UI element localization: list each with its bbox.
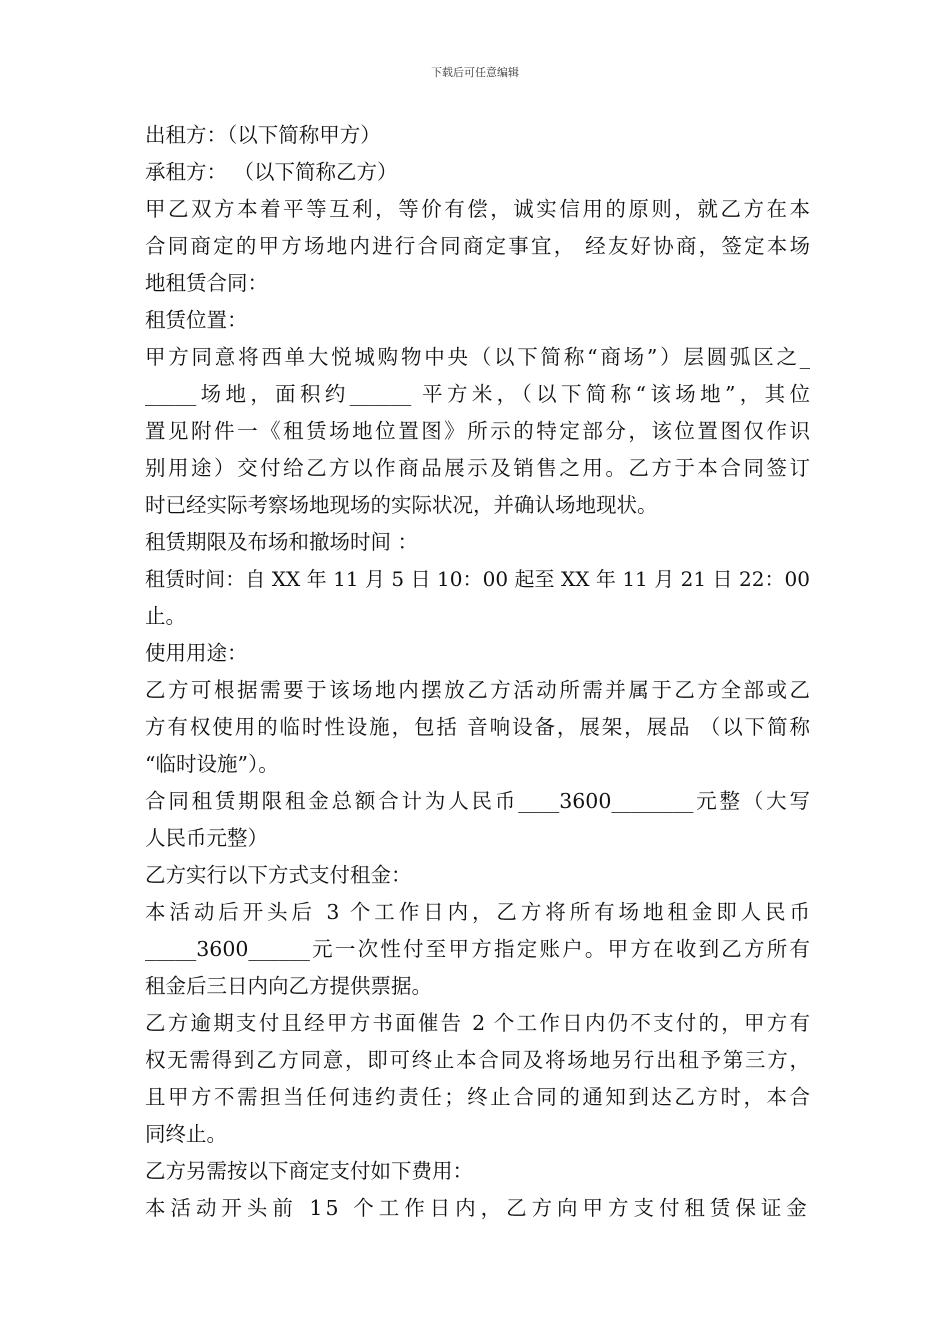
text-line: 乙方可根据需要于该场地内摆放乙方活动所需并属于乙方全部或乙 (145, 678, 810, 702)
text-line: 合同商定的甲方场地内进行合同商定事宜， 经友好协商，签定本场 (145, 234, 810, 258)
text-line: 租赁时间：自 XX 年 11 月 5 日 10：00 起至 XX 年 11 月 21 日 22：00 (145, 567, 810, 591)
text-line: 且甲方不需担当任何违约责任；终止合同的通知到达乙方时，本合 (145, 1085, 810, 1109)
text-line: _____3600______元一次性付至甲方指定账户。甲方在收到乙方所有 (145, 937, 810, 961)
text-line: 出租方：（以下简称甲方） (145, 123, 381, 147)
text-line: 止。 (145, 604, 186, 628)
section-heading-location: 租赁位置： (145, 308, 248, 332)
text-line: “临时设施”）。 (145, 752, 279, 776)
text-line: 租金后三日内向乙方提供票据。 (145, 974, 432, 998)
text-line: 人民币元整） (145, 826, 268, 850)
page-header-note: 下载后可任意编辑 (431, 66, 519, 79)
section-heading-fees: 乙方另需按以下商定支付如下费用： (145, 1159, 473, 1183)
text-line: 甲方同意将西单大悦城购物中央（以下简称“商场”）层圆弧区之_ (145, 345, 810, 369)
text-line: 本活动开头前 15 个工作日内，乙方向甲方支付租赁保证金 (145, 1196, 810, 1220)
text-line: 地租赁合同： (145, 271, 268, 295)
text-line: 时已经实际考察场地现场的实际状况，并确认场地现状。 (145, 493, 658, 517)
text-line: 本活动后开头后 3 个工作日内，乙方将所有场地租金即人民币 (145, 900, 810, 924)
text-line: 甲乙双方本着平等互利，等价有偿，诚实信用的原则，就乙方在本 (145, 197, 810, 221)
text-line: 方有权使用的临时性设施，包括 音响设备，展架，展品 （以下简称 (145, 715, 810, 739)
text-line: _____场地，面积约______ 平方米，（以下简称“该场地”，其位 (145, 382, 810, 406)
section-heading-payment: 乙方实行以下方式支付租金： (145, 863, 412, 887)
text-line: 置见附件一《租赁场地位置图》所示的特定部分，该位置图仅作识 (145, 419, 810, 443)
text-line: 合同租赁期限租金总额合计为人民币____3600________元整（大写 (145, 789, 810, 813)
text-line: 乙方逾期支付且经甲方书面催告 2 个工作日内仍不支付的，甲方有 (145, 1011, 810, 1035)
text-line: 别用途）交付给乙方以作商品展示及销售之用。乙方于本合同签订 (145, 456, 810, 480)
contract-body (145, 117, 810, 1227)
text-line: 同终止。 (145, 1122, 227, 1146)
section-heading-term: 租赁期限及布场和撤场时间 ： (145, 530, 419, 554)
text-line: 承租方： （以下简称乙方） (145, 160, 398, 184)
text-line: 权无需得到乙方同意，即可终止本合同及将场地另行出租予第三方， (145, 1048, 810, 1072)
section-heading-usage: 使用用途： (145, 641, 248, 665)
